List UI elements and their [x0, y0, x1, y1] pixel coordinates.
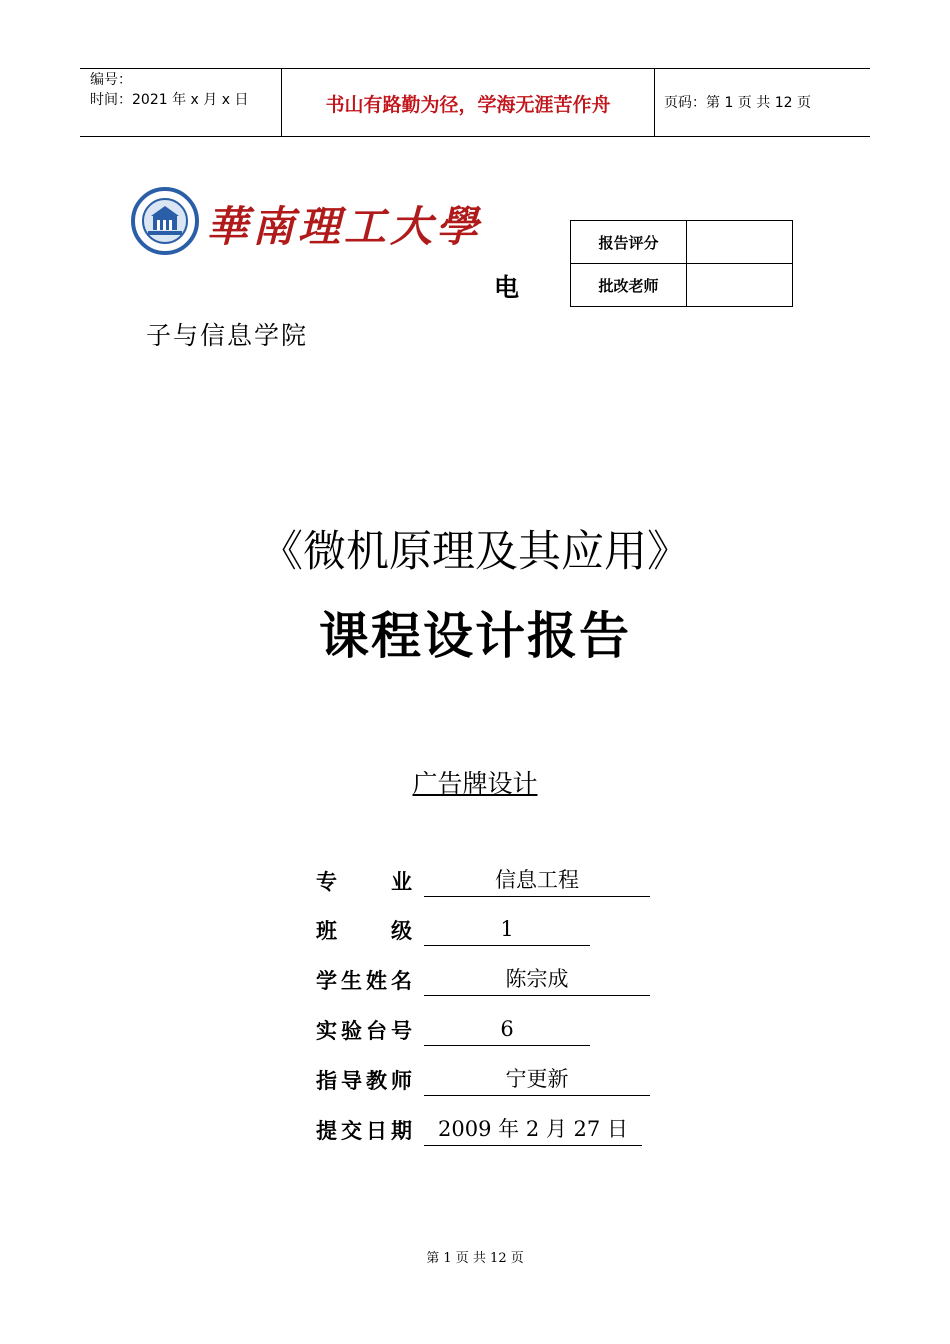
time-label: 时间：2021 年 x 月 x 日 — [90, 92, 249, 108]
grade-label: 批改老师 — [571, 264, 687, 307]
field-value: 6 — [424, 1015, 590, 1046]
field-value: 2009 年 2 月 27 日 — [424, 1115, 642, 1146]
field-label: 指导教师 — [316, 1069, 412, 1093]
course-title: 《微机原理及其应用》 — [260, 527, 690, 577]
grade-value[interactable] — [687, 221, 793, 264]
grade-value[interactable] — [687, 264, 793, 307]
field-value: 1 — [424, 915, 590, 946]
grade-row — [571, 264, 793, 307]
field-value: 信息工程 — [424, 866, 650, 897]
number-label: 编号： — [90, 72, 132, 88]
grade-label: 报告评分 — [571, 221, 687, 264]
header-meta — [90, 70, 248, 110]
header-divider — [654, 68, 655, 136]
report-title: 课程设计报告 — [319, 607, 631, 665]
field-label: 班级 — [316, 919, 412, 943]
college-name-part2: 子与信息学院 — [146, 321, 309, 350]
grade-table — [570, 220, 793, 307]
report-topic-text: 广告牌设计 — [412, 769, 538, 798]
logo-text: 華南理工大學 — [206, 202, 483, 251]
field-label: 实验台号 — [316, 1019, 412, 1043]
field-value: 宁更新 — [424, 1065, 650, 1096]
page-footer: 第 1 页 共 12 页 — [426, 1251, 524, 1266]
report-topic — [0, 764, 950, 800]
grade-row — [571, 221, 793, 264]
college-name-part1: 电 — [494, 273, 520, 302]
university-logo — [130, 186, 483, 256]
header-page-info: 页码：第 1 页 共 12 页 — [664, 95, 811, 111]
field-label: 专业 — [316, 870, 412, 894]
field-value: 陈宗成 — [424, 965, 650, 996]
header-top-rule — [80, 68, 870, 69]
header-motto: 书山有路勤为径，学海无涯苦作舟 — [325, 94, 611, 116]
field-label: 学生姓名 — [316, 969, 412, 993]
header-bottom-rule — [80, 136, 870, 137]
field-label: 提交日期 — [316, 1119, 412, 1143]
